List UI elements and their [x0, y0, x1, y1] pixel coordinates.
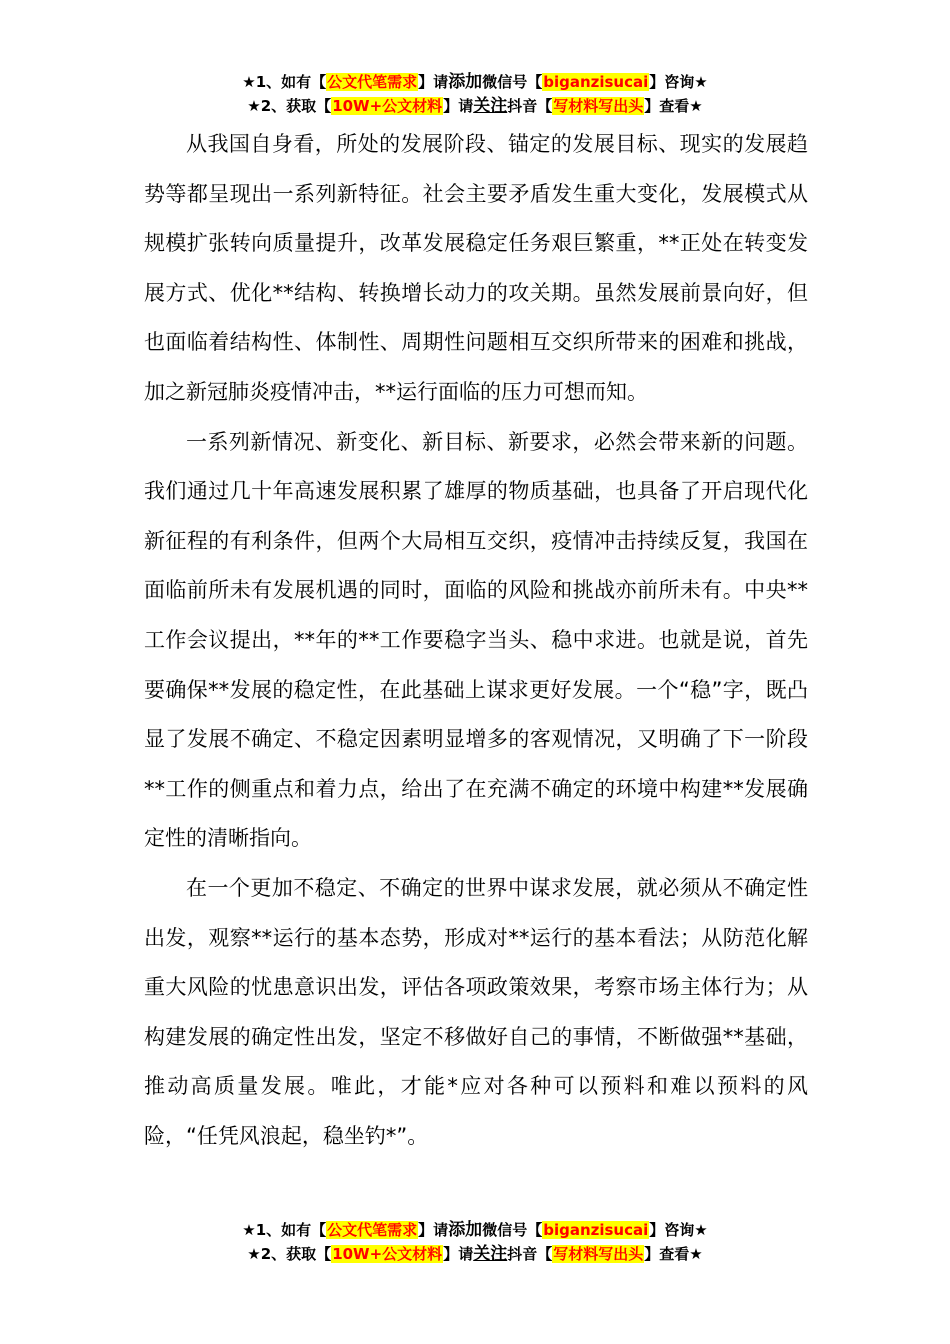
- banner-text: ★1、如有【: [242, 1221, 327, 1239]
- banner-highlight: 写材料写出头: [553, 1245, 644, 1263]
- document-body: [144, 120, 808, 1161]
- banner-line-2: [0, 1242, 950, 1266]
- paragraph-3: 在一个更加不稳定、不确定的世界中谋求发展，就必须从不确定性出发，观察**运行的基本态势，形成对**运行的基本看法；从防范化解重大风险的忧患意识出发，评估各项政策效果，考察市场主体行为；从构建发展的确定性出发，坚定不移做好自己的事情，不断做强**基础，推动高质量发展。唯此，才能*应对各种可以预料和难以预料的风险，“任凭风浪起，稳坐钓*”。: [144, 875, 808, 1148]
- banner-text: 微信号【: [482, 73, 543, 91]
- banner-text: 】咨询★: [649, 73, 708, 91]
- banner-text: 】咨询★: [649, 1221, 708, 1239]
- banner-text: 】请: [418, 73, 449, 91]
- banner-text: 】请: [443, 97, 474, 115]
- banner-highlight: 10W+公文材料: [332, 97, 443, 115]
- banner-text: 微信号【: [482, 1221, 543, 1239]
- banner-highlight: 10W+公文材料: [332, 1245, 443, 1263]
- paragraph-1: 从我国自身看，所处的发展阶段、锚定的发展目标、现实的发展趋势等都呈现出一系列新特征。社会主要矛盾发生重大变化，发展模式从规模扩张转向质量提升，改革发展稳定任务艰巨繁重，**正处在转变发展方式、优化**结构、转换增长动力的攻关期。虽然发展前景向好，但也面临着结构性、体制性、周期性问题相互交织所带来的困难和挑战，加之新冠肺炎疫情冲击，**运行面临的压力可想而知。: [144, 132, 808, 404]
- bottom-banner: [0, 1218, 950, 1266]
- paragraph-2: 一系列新情况、新变化、新目标、新要求，必然会带来新的问题。我们通过几十年高速发展积累了雄厚的物质基础，也具备了开启现代化新征程的有利条件，但两个大局相互交织，疫情冲击持续反复，我国在面临前所未有发展机遇的同时，面临的风险和挑战亦前所未有。中央**工作会议提出，**年的**工作要稳字当头、稳中求进。也就是说，首先要确保**发展的稳定性，在此基础上谋求更好发展。一个“稳”字，既凸显了发展不确定、不稳定因素明显增多的客观情况，又明确了下一阶段**工作的侧重点和着力点，给出了在充满不确定的环境中构建**发展确定性的清晰指向。: [144, 429, 808, 851]
- banner-line-2: [0, 94, 950, 118]
- banner-highlight: 公文代笔需求: [327, 1221, 418, 1239]
- banner-highlight: biganzisucai: [543, 73, 649, 91]
- banner-emphasis: 添加: [448, 1220, 483, 1240]
- banner-text: ★2、获取【: [247, 97, 332, 115]
- banner-line-1: [0, 1218, 950, 1242]
- banner-text: 】查看★: [644, 97, 703, 115]
- banner-line-1: [0, 70, 950, 94]
- banner-emphasis: 添加: [448, 72, 483, 92]
- banner-emphasis: 关注: [473, 1244, 508, 1264]
- banner-text: 】请: [443, 1245, 474, 1263]
- banner-highlight: 写材料写出头: [553, 97, 644, 115]
- banner-text: 】请: [418, 1221, 449, 1239]
- banner-text: ★1、如有【: [242, 73, 327, 91]
- banner-text: 抖音【: [507, 97, 553, 115]
- banner-highlight: 公文代笔需求: [327, 73, 418, 91]
- banner-text: 】查看★: [644, 1245, 703, 1263]
- banner-highlight: biganzisucai: [543, 1221, 649, 1239]
- top-banner: [0, 70, 950, 118]
- banner-emphasis: 关注: [473, 96, 508, 116]
- banner-text: 抖音【: [507, 1245, 553, 1263]
- banner-text: ★2、获取【: [247, 1245, 332, 1263]
